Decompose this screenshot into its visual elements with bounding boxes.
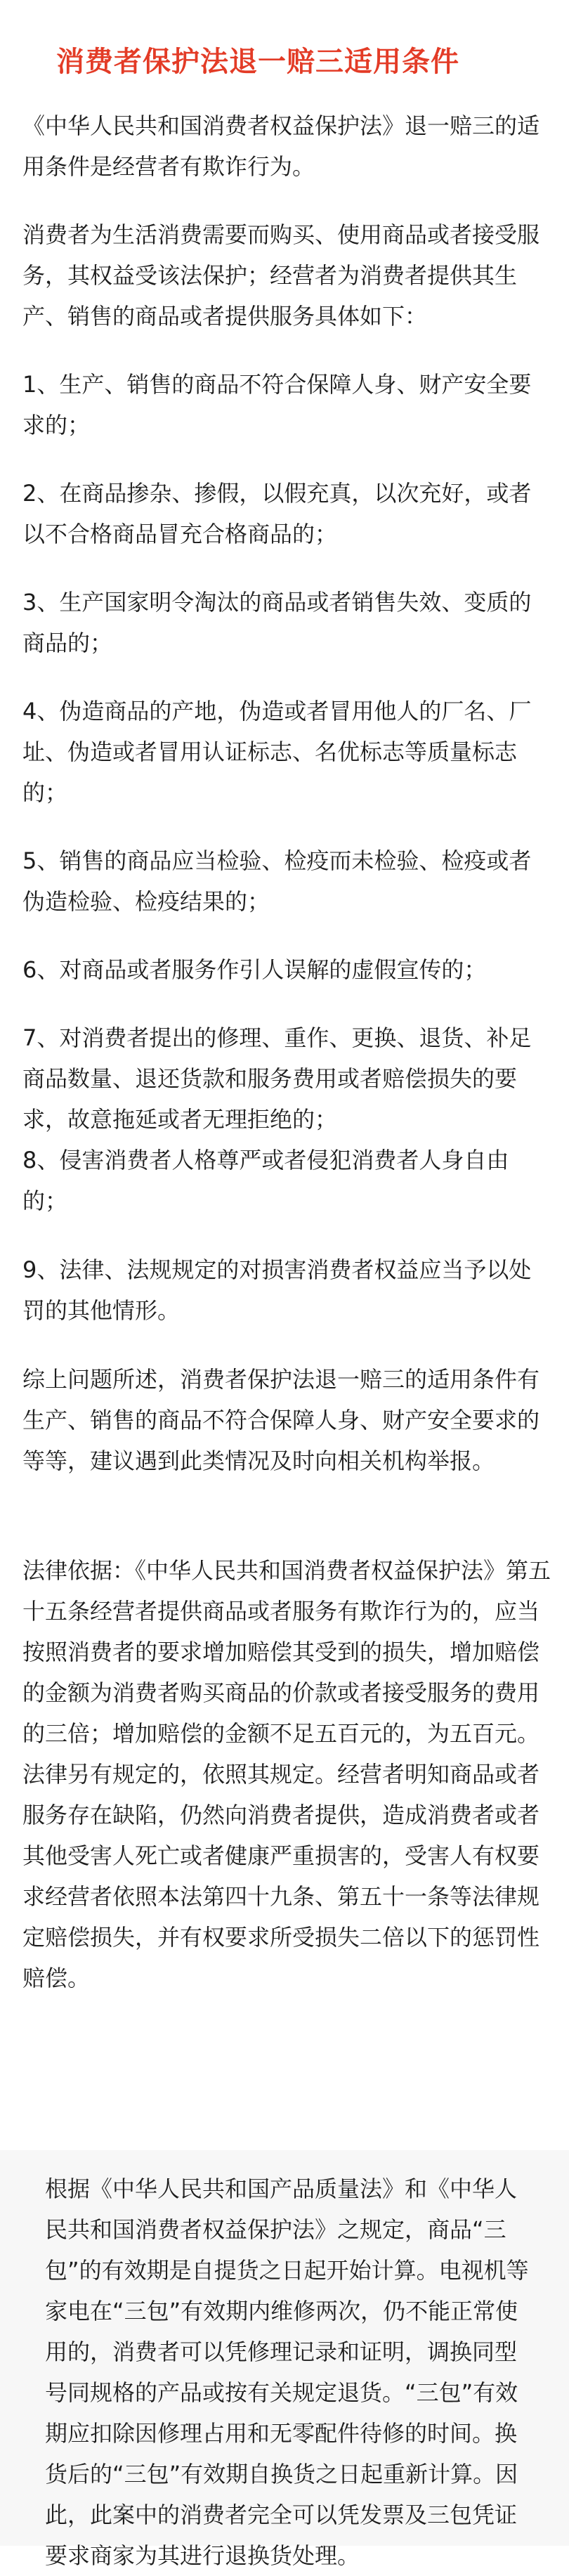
list-item-7: 7、对消费者提出的修理、重作、更换、退货、补足商品数量、退还货款和服务费用或者赔偿损失的要求，故意拖延或者无理拒绝的；	[22, 1024, 532, 1133]
list-item-3: 3、生产国家明令淘汰的商品或者销售失效、变质的商品的；	[22, 589, 532, 656]
list-item-5: 5、销售的商品应当检验、检疫而未检验、检疫或者伪造检验、检疫结果的；	[22, 847, 532, 915]
list-item-9: 9、法律、法规规定的对损害消费者权益应当予以处罚的其他情形。	[22, 1256, 532, 1324]
legal-basis-paragraph: 法律依据：《中华人民共和国消费者权益保护法》第五十五条经营者提供商品或者服务有欺诈行为的，应当按照消费者的要求增加赔偿其受到的损失，增加赔偿的金额为消费者购买商品的价款或者接受服务的费用的三倍；增加赔偿的金额不足五百元的，为五百元。法律另有规定的，依照其规定。经营者明知商品或者服务存在缺陷，仍然向消费者提供，造成消费者或者其他受害人死亡或者健康严重损害的，受害人有权要求经营者依照本法第四十九条、第五十一条等法律规定赔偿损失，并有权要求所受损失二倍以下的惩罚性赔偿。	[22, 1557, 551, 1991]
list-item-4: 4、伪造商品的产地，伪造或者冒用他人的厂名、厂址、伪造或者冒用认证标志、名优标志等质量标志的；	[22, 698, 532, 806]
summary-paragraph: 综上问题所述，消费者保护法退一赔三的适用条件有生产、销售的商品不符合保障人身、财产安全要求的等等，建议遇到此类情况及时向相关机构举报。	[22, 1366, 540, 1474]
scope-paragraph: 消费者为生活消费需要而购买、使用商品或者接受服务，其权益受该法保护；经营者为消费者提供其生产、销售的商品或者提供服务具体如下：	[22, 221, 540, 330]
list-item-6: 6、对商品或者服务作引人误解的虚假宣传的；	[22, 956, 487, 983]
list-item-1: 1、生产、销售的商品不符合保障人身、财产安全要求的；	[22, 371, 532, 438]
intro-paragraph: 《中华人民共和国消费者权益保护法》退一赔三的适用条件是经营者有欺诈行为。	[22, 112, 540, 180]
article-title: 消费者保护法退一赔三适用条件	[56, 46, 459, 78]
list-item-2: 2、在商品掺杂、掺假，以假充真，以次充好，或者以不合格商品冒充合格商品的；	[22, 480, 532, 547]
list-item-8: 8、侵害消费者人格尊严或者侵犯消费者人身自由的；	[22, 1147, 509, 1214]
quote-text: 根据《中华人民共和国产品质量法》和《中华人民共和国消费者权益保护法》之规定，商品“三包”的有效期是自提货之日起开始计算。电视机等家电在“三包”有效期内维修两次，仍不能正常使用的，消费者可以凭修理记录和证明，调换同型号同规格的产品或按有关规定退货。“三包”有效期应扣除因修理占用和无零配件待修的时间。换货后的“三包”有效期自换货之日起重新计算。因此，此案中的消费者完全可以凭发票及三包凭证要求商家为其进行退换货处理。	[45, 2175, 529, 2569]
